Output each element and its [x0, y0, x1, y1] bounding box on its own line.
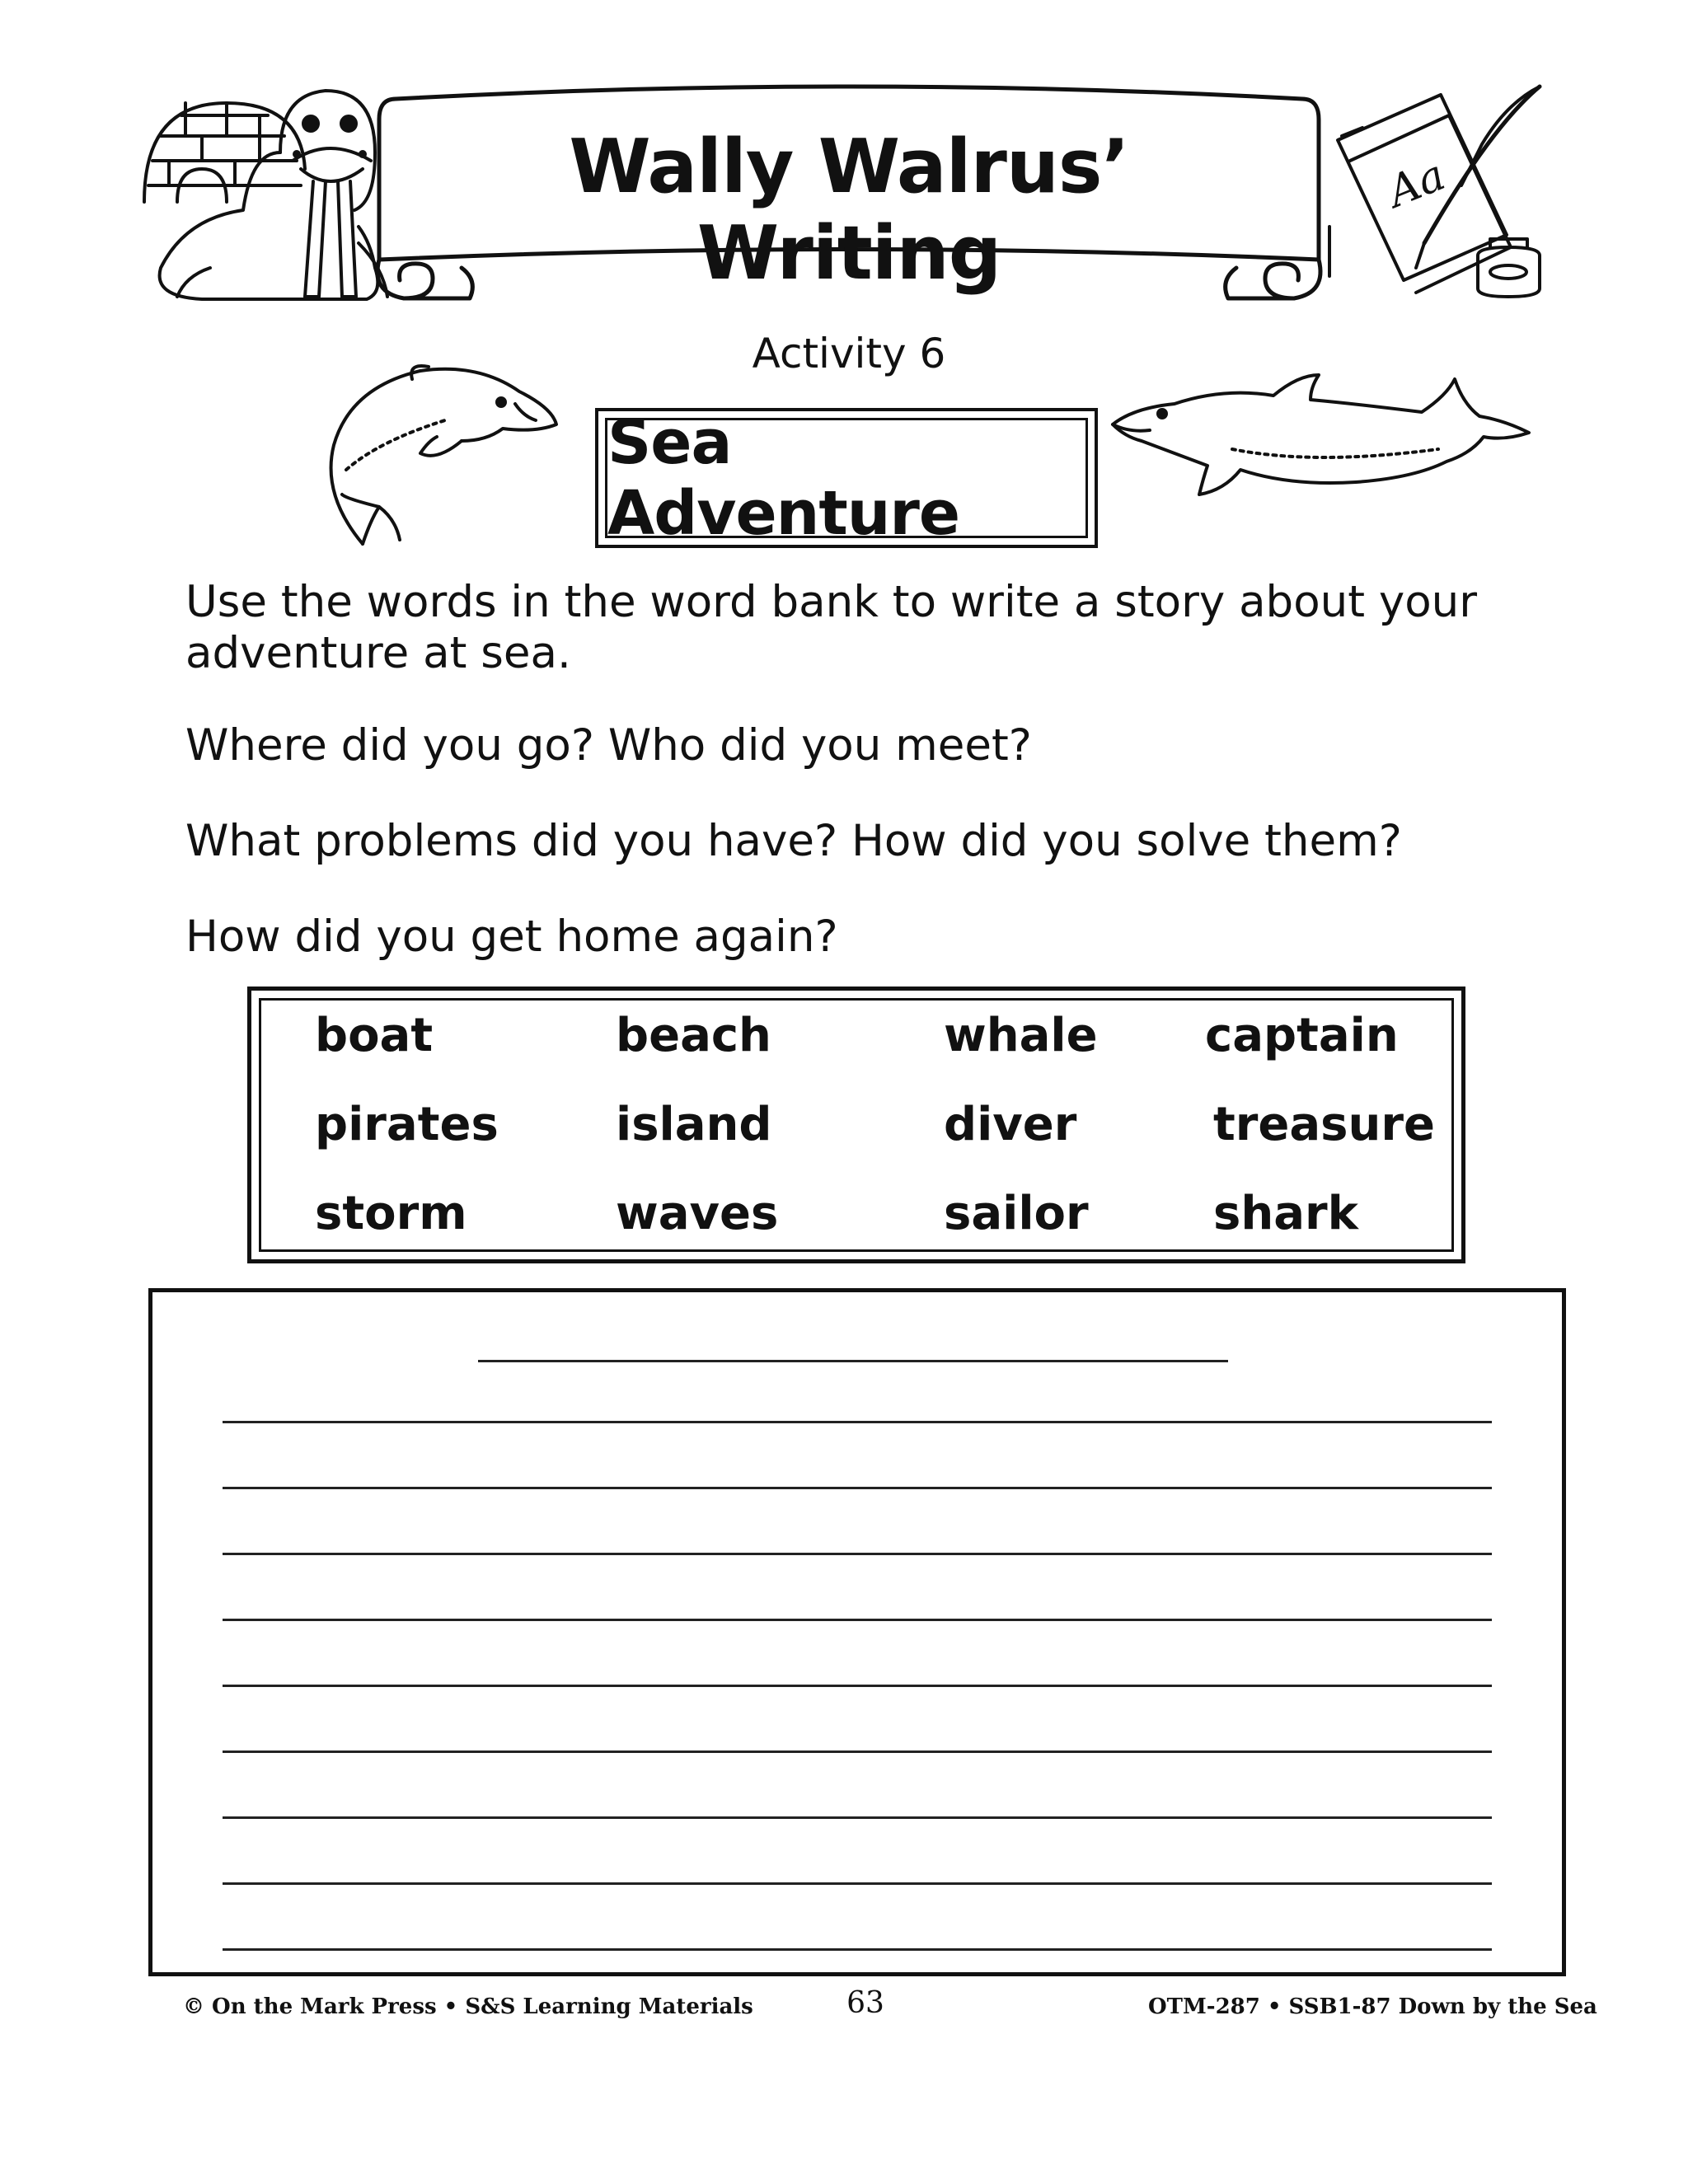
word-bank-word: sailor: [944, 1187, 1089, 1240]
word-bank: [247, 987, 1465, 1263]
writing-line[interactable]: [223, 1553, 1492, 1555]
page-title: Wally Walrus’ Writing: [569, 124, 1129, 297]
footer-book-id: OTM-287 • SSB1-87 Down by the Sea: [1148, 1994, 1597, 2019]
dolphin-icon: [313, 363, 560, 552]
paper-quill-icon: [1317, 78, 1556, 305]
writing-area: [148, 1288, 1566, 1976]
word-bank-word: treasure: [1213, 1098, 1435, 1151]
writing-line[interactable]: [223, 1948, 1492, 1951]
footer-copyright: © On the Mark Press • S&S Learning Materials: [183, 1994, 753, 2019]
paper-letters: Aa: [1381, 150, 1452, 218]
writing-line[interactable]: [223, 1685, 1492, 1687]
writing-line[interactable]: [223, 1750, 1492, 1753]
instruction-text: Where did you go? Who did you meet?: [185, 720, 1032, 771]
word-bank-inner: [259, 998, 1454, 1252]
instruction-text: What problems did you have? How did you solve them?: [185, 816, 1402, 866]
writing-line[interactable]: [223, 1816, 1492, 1819]
dolphin-icon: [1109, 371, 1537, 511]
writing-line[interactable]: [223, 1619, 1492, 1621]
writing-line[interactable]: [223, 1882, 1492, 1885]
word-bank-word: storm: [315, 1187, 467, 1240]
word-bank-word: captain: [1205, 1009, 1399, 1062]
walrus-icon: [136, 78, 392, 309]
word-bank-word: pirates: [315, 1098, 499, 1151]
page-number: 63: [846, 1986, 884, 2020]
writing-line[interactable]: [223, 1421, 1492, 1423]
word-bank-word: whale: [944, 1009, 1098, 1062]
instruction-text: Use the words in the word bank to write a story about your adventure at sea.: [185, 577, 1478, 678]
word-bank-word: boat: [315, 1009, 434, 1062]
writing-line[interactable]: [223, 1487, 1492, 1489]
activity-label: Activity 6: [752, 330, 946, 377]
word-bank-word: diver: [944, 1098, 1077, 1151]
word-bank-word: waves: [616, 1187, 779, 1240]
activity-title: Sea Adventure: [605, 418, 1088, 538]
story-title-line[interactable]: [478, 1360, 1228, 1362]
word-bank-word: island: [616, 1098, 772, 1151]
instructions: [185, 577, 1545, 1007]
word-bank-word: shark: [1213, 1187, 1358, 1240]
word-bank-word: beach: [616, 1009, 771, 1062]
instruction-text: How did you get home again?: [185, 912, 838, 962]
activity-title-box: [595, 408, 1098, 548]
